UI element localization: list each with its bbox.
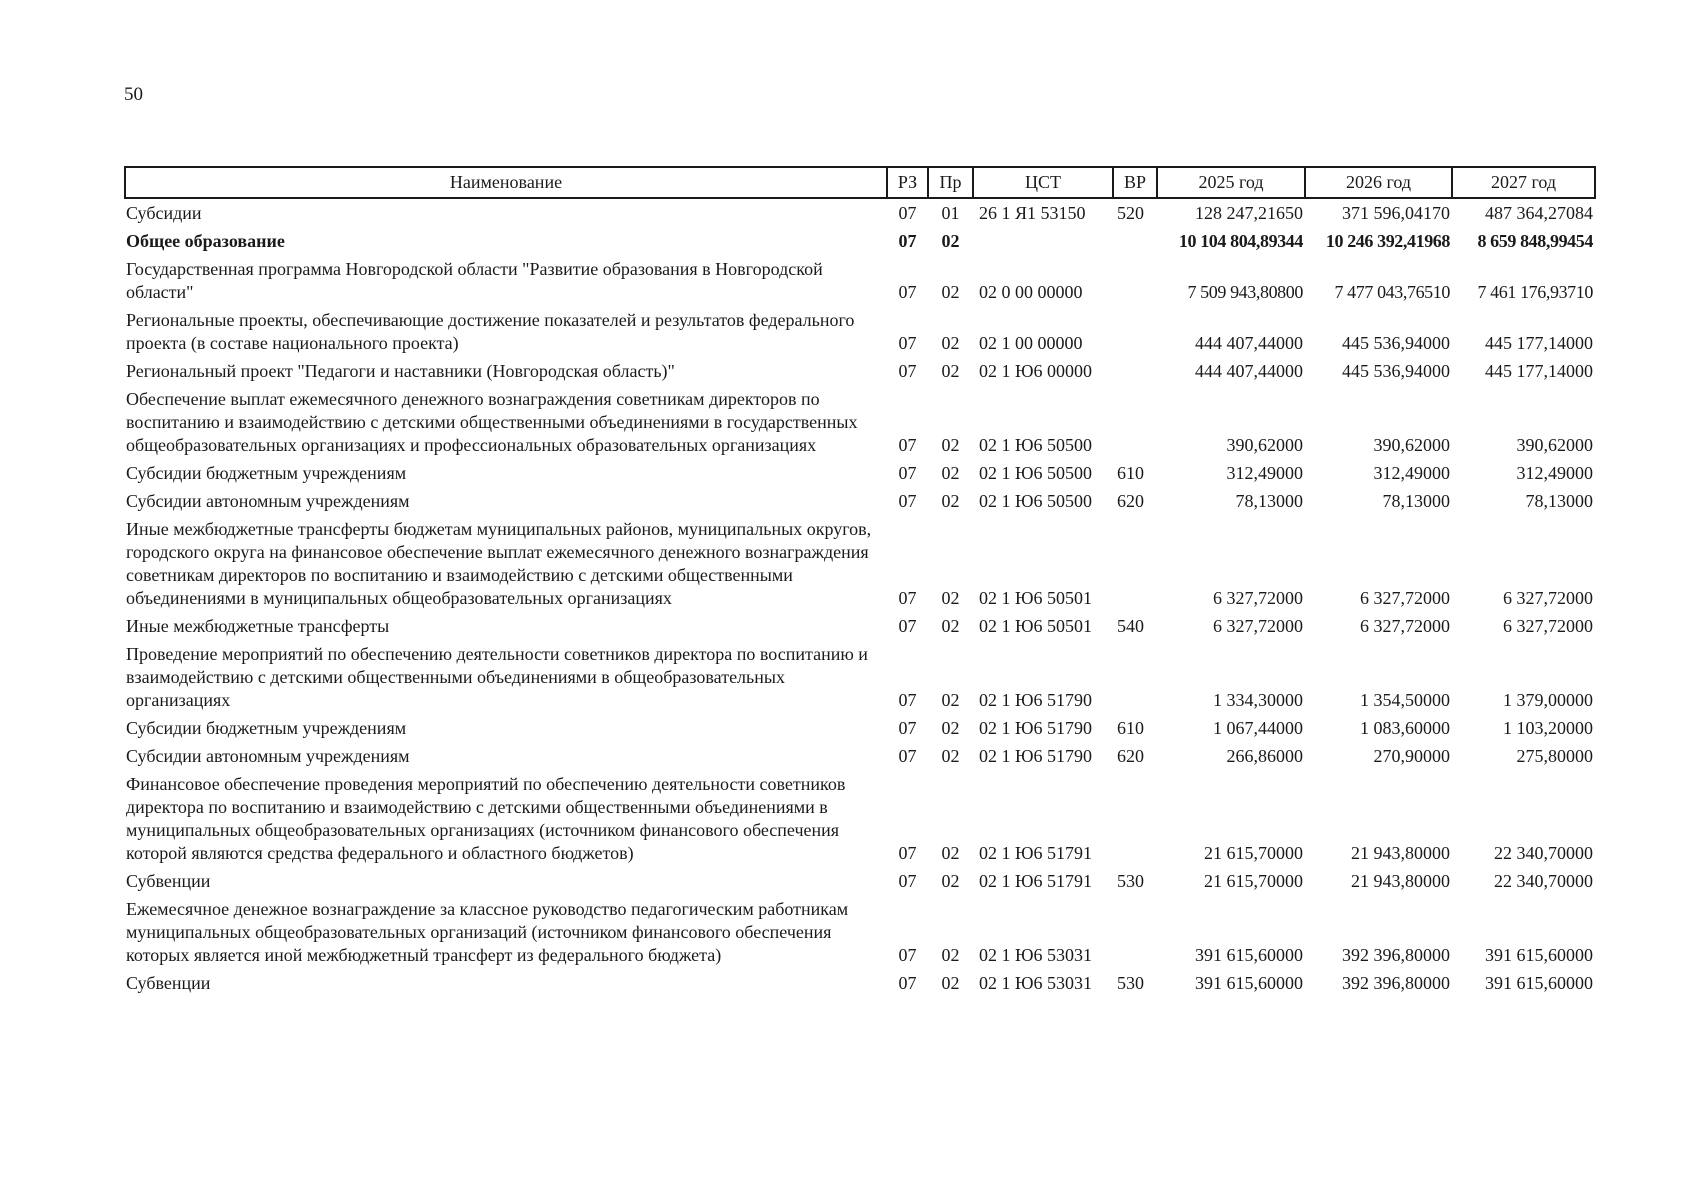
row-cst: 26 1 Я1 53150	[979, 203, 1086, 223]
row-2027: 7 461 176,93710	[1477, 282, 1593, 302]
row-pr: 02	[941, 231, 960, 251]
row-2027: 8 659 848,99454	[1477, 231, 1593, 251]
row-name: Иные межбюджетные трансферты бюджетам муниципальных районов, муниципальных округов, городского округа на финансовое обеспечение выплат ежемесячного денежного вознаграждения советникам директоров по воспитанию и взаимодействию с детскими общественными объединениями в муниципальных общеобразовательных организациях	[126, 519, 872, 608]
row-cst: 02 0 00 00000	[979, 282, 1083, 302]
table-row	[125, 459, 1595, 487]
row-cst: 02 1 Ю6 50500	[979, 463, 1093, 483]
row-2026: 445 536,94000	[1342, 333, 1450, 353]
row-rz: 07	[898, 463, 917, 483]
header-pr: Пр	[928, 167, 973, 198]
table-header-row	[125, 167, 1595, 198]
row-name: Субвенции	[126, 871, 211, 891]
row-2025: 21 615,70000	[1204, 843, 1303, 863]
row-cst: 02 1 Ю6 50501	[979, 616, 1093, 636]
row-rz: 07	[898, 588, 917, 608]
header-2026: 2026 год	[1305, 167, 1452, 198]
row-2027: 445 177,14000	[1485, 333, 1593, 353]
table-row	[125, 357, 1595, 385]
row-2026: 371 596,04170	[1342, 203, 1450, 223]
table-row	[125, 515, 1595, 612]
header-2025: 2025 год	[1157, 167, 1305, 198]
row-2027: 487 364,27084	[1485, 203, 1593, 223]
row-2025: 6 327,72000	[1213, 588, 1303, 608]
row-rz: 07	[898, 945, 917, 965]
row-2026: 270,90000	[1373, 746, 1450, 766]
row-2025: 10 104 804,89344	[1178, 231, 1303, 251]
row-2026: 392 396,80000	[1342, 973, 1450, 993]
row-pr: 02	[941, 361, 960, 381]
table-row	[125, 714, 1595, 742]
row-rz: 07	[898, 333, 917, 353]
row-name: Обеспечение выплат ежемесячного денежного вознаграждения советникам директоров по воспитанию и взаимодействию с детскими общественными объединениями в государственных общеобразовательных организациях и профессиональных образовательных организациях	[126, 389, 858, 455]
row-rz: 07	[898, 435, 917, 455]
row-vr	[1113, 385, 1157, 459]
row-cst: 02 1 00 00000	[979, 333, 1083, 353]
row-pr: 02	[941, 746, 960, 766]
header-rz: РЗ	[887, 167, 928, 198]
row-2027: 1 379,00000	[1503, 690, 1593, 710]
header-vr: ВР	[1113, 167, 1157, 198]
row-2025: 7 509 943,80800	[1187, 282, 1303, 302]
row-vr	[1113, 357, 1157, 385]
row-cst: 02 1 Ю6 50501	[979, 588, 1093, 608]
row-vr: 530	[1117, 871, 1144, 891]
row-2025: 21 615,70000	[1204, 871, 1303, 891]
row-cst: 02 1 Ю6 50500	[979, 435, 1093, 455]
table-row	[125, 227, 1595, 255]
row-name: Региональный проект "Педагоги и наставники (Новгородская область)"	[126, 361, 675, 381]
header-2027: 2027 год	[1452, 167, 1595, 198]
row-cst: 02 1 Ю6 53031	[979, 973, 1093, 993]
table-row	[125, 640, 1595, 714]
table-row	[125, 198, 1595, 227]
row-rz: 07	[898, 871, 917, 891]
row-2027: 6 327,72000	[1503, 616, 1593, 636]
row-name: Иные межбюджетные трансферты	[126, 616, 390, 636]
row-vr	[1113, 306, 1157, 357]
row-2025: 390,62000	[1226, 435, 1303, 455]
row-2027: 275,80000	[1516, 746, 1593, 766]
header-name: Наименование	[125, 167, 887, 198]
row-rz: 07	[898, 973, 917, 993]
row-vr: 520	[1117, 203, 1144, 223]
table-row	[125, 969, 1595, 997]
row-name: Проведение мероприятий по обеспечению деятельности советников директора по воспитанию и взаимодействию с детскими общественными объединениями в общеобразовательных организациях	[126, 644, 868, 710]
row-cst: 02 1 Ю6 53031	[979, 945, 1093, 965]
row-pr: 02	[941, 945, 960, 965]
row-vr	[1113, 640, 1157, 714]
row-cst: 02 1 Ю6 51790	[979, 746, 1093, 766]
row-rz: 07	[898, 843, 917, 863]
row-2027: 312,49000	[1516, 463, 1593, 483]
row-cst: 02 1 Ю6 51791	[979, 843, 1093, 863]
header-cst: ЦСТ	[973, 167, 1113, 198]
table-row	[125, 895, 1595, 969]
row-rz: 07	[898, 690, 917, 710]
row-2025: 444 407,44000	[1195, 333, 1303, 353]
row-2026: 7 477 043,76510	[1334, 282, 1450, 302]
row-2026: 392 396,80000	[1342, 945, 1450, 965]
row-2026: 21 943,80000	[1351, 843, 1450, 863]
row-2027: 445 177,14000	[1485, 361, 1593, 381]
table-row	[125, 255, 1595, 306]
row-vr	[1113, 515, 1157, 612]
row-name: Финансовое обеспечение проведения мероприятий по обеспечению деятельности советников директора по воспитанию и взаимодействию с детскими общественными объединениями в муниципальных общеобразовательных организациях (источником финансового обеспечения которой являются средства федерального и областного бюджетов)	[126, 774, 846, 863]
row-pr: 01	[941, 203, 960, 223]
row-cst: 02 1 Ю6 51790	[979, 718, 1093, 738]
row-rz: 07	[898, 616, 917, 636]
row-vr: 620	[1117, 491, 1144, 511]
row-rz: 07	[898, 231, 917, 251]
row-cst: 02 1 Ю6 00000	[979, 361, 1093, 381]
row-vr: 530	[1117, 973, 1144, 993]
row-pr: 02	[941, 973, 960, 993]
row-pr: 02	[941, 333, 960, 353]
row-2026: 312,49000	[1373, 463, 1450, 483]
row-name: Общее образование	[126, 231, 285, 251]
row-2026: 10 246 392,41968	[1325, 231, 1450, 251]
row-pr: 02	[941, 282, 960, 302]
table-row	[125, 742, 1595, 770]
row-vr	[1113, 255, 1157, 306]
table-row	[125, 306, 1595, 357]
row-2025: 78,13000	[1235, 491, 1303, 511]
row-2025: 444 407,44000	[1195, 361, 1303, 381]
row-rz: 07	[898, 718, 917, 738]
row-2026: 445 536,94000	[1342, 361, 1450, 381]
row-2025: 6 327,72000	[1213, 616, 1303, 636]
row-pr: 02	[941, 616, 960, 636]
row-cst: 02 1 Ю6 50500	[979, 491, 1093, 511]
table-row	[125, 770, 1595, 867]
row-2026: 1 354,50000	[1360, 690, 1450, 710]
row-name: Субсидии автономным учреждениям	[126, 746, 410, 766]
row-name: Субсидии бюджетным учреждениям	[126, 718, 407, 738]
row-name: Региональные проекты, обеспечивающие достижение показателей и результатов федерального проекта (в составе национального проекта)	[126, 310, 855, 353]
row-2025: 1 067,44000	[1213, 718, 1303, 738]
row-2026: 1 083,60000	[1360, 718, 1450, 738]
budget-table	[124, 166, 1596, 997]
table-row	[125, 487, 1595, 515]
row-name: Субсидии	[126, 203, 202, 223]
row-pr: 02	[941, 435, 960, 455]
row-vr: 610	[1117, 463, 1144, 483]
table-row	[125, 612, 1595, 640]
row-pr: 02	[941, 843, 960, 863]
row-2025: 266,86000	[1226, 746, 1303, 766]
row-2026: 21 943,80000	[1351, 871, 1450, 891]
row-2025: 128 247,21650	[1195, 203, 1303, 223]
row-2026: 78,13000	[1382, 491, 1450, 511]
row-cst	[973, 227, 1113, 255]
row-2027: 6 327,72000	[1503, 588, 1593, 608]
row-2027: 78,13000	[1525, 491, 1593, 511]
row-rz: 07	[898, 361, 917, 381]
row-name: Субсидии бюджетным учреждениям	[126, 463, 407, 483]
row-pr: 02	[941, 463, 960, 483]
row-name: Субсидии автономным учреждениям	[126, 491, 410, 511]
row-2026: 6 327,72000	[1360, 616, 1450, 636]
row-pr: 02	[941, 588, 960, 608]
row-vr: 610	[1117, 718, 1144, 738]
row-name: Государственная программа Новгородской области "Развитие образования в Новгородской области"	[126, 259, 823, 302]
row-vr: 620	[1117, 746, 1144, 766]
row-cst: 02 1 Ю6 51791	[979, 871, 1093, 891]
table-row	[125, 867, 1595, 895]
row-2025: 391 615,60000	[1195, 945, 1303, 965]
row-cst: 02 1 Ю6 51790	[979, 690, 1093, 710]
row-pr: 02	[941, 690, 960, 710]
row-pr: 02	[941, 871, 960, 891]
row-rz: 07	[898, 282, 917, 302]
page-number: 50	[124, 84, 143, 105]
row-2026: 6 327,72000	[1360, 588, 1450, 608]
row-vr	[1113, 227, 1157, 255]
table-row	[125, 385, 1595, 459]
row-rz: 07	[898, 203, 917, 223]
row-rz: 07	[898, 746, 917, 766]
row-2027: 22 340,70000	[1494, 843, 1593, 863]
row-name: Субвенции	[126, 973, 211, 993]
row-2027: 391 615,60000	[1485, 973, 1593, 993]
row-rz: 07	[898, 491, 917, 511]
row-2025: 1 334,30000	[1213, 690, 1303, 710]
row-name: Ежемесячное денежное вознаграждение за классное руководство педагогическим работникам муниципальных общеобразовательных организаций (источником финансового обеспечения которых является иной межбюджетный трансферт из федерального бюджета)	[126, 899, 849, 965]
row-2027: 390,62000	[1516, 435, 1593, 455]
row-vr	[1113, 770, 1157, 867]
row-2027: 391 615,60000	[1485, 945, 1593, 965]
row-pr: 02	[941, 718, 960, 738]
row-2027: 22 340,70000	[1494, 871, 1593, 891]
row-vr: 540	[1117, 616, 1144, 636]
row-vr	[1113, 895, 1157, 969]
row-2025: 391 615,60000	[1195, 973, 1303, 993]
row-pr: 02	[941, 491, 960, 511]
row-2026: 390,62000	[1373, 435, 1450, 455]
row-2025: 312,49000	[1226, 463, 1303, 483]
row-2027: 1 103,20000	[1503, 718, 1593, 738]
